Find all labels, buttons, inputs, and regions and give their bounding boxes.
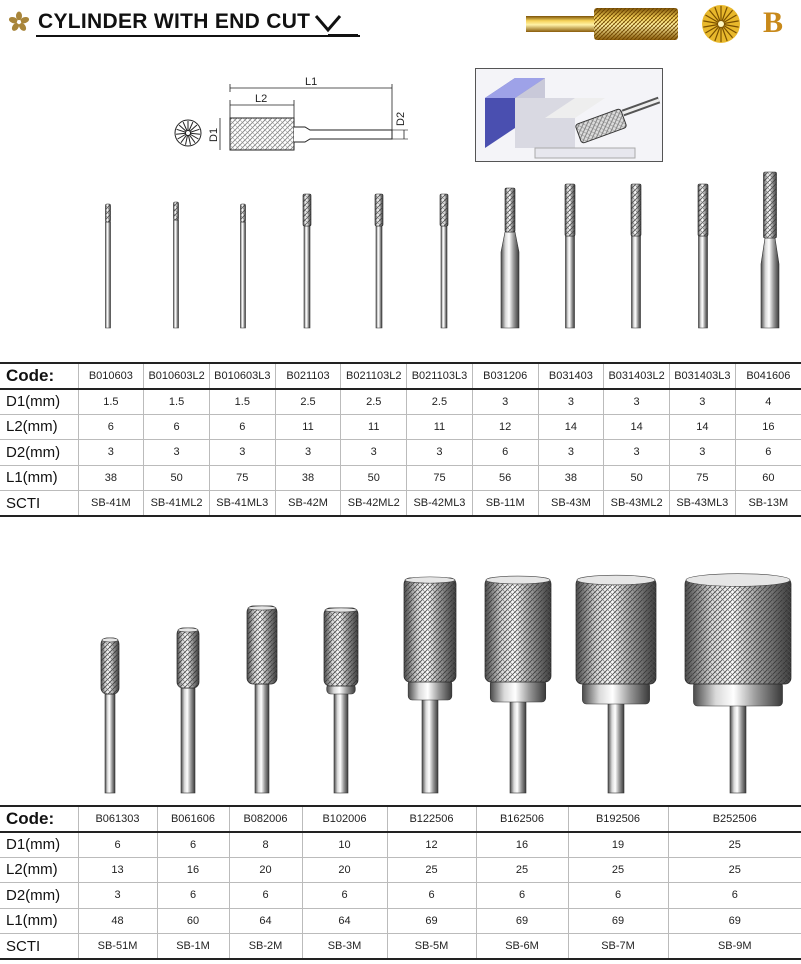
table-cell: SB-41M <box>78 491 144 517</box>
table-cell: SB-13M <box>735 491 801 517</box>
product-code: B252506 <box>668 806 801 832</box>
table-cell: 3 <box>407 440 473 466</box>
product-code: B021103 <box>275 363 341 389</box>
shape-letter: B <box>763 6 784 39</box>
table-cell: 6 <box>157 832 229 858</box>
table-cell: 16 <box>157 857 229 883</box>
table-cell: 3 <box>209 440 275 466</box>
table-cell: 3 <box>78 883 157 909</box>
product-code: B162506 <box>476 806 568 832</box>
product-code: B061606 <box>157 806 229 832</box>
table-cell: 50 <box>604 465 670 491</box>
burr-tool-image <box>106 204 111 328</box>
table-cell: 3 <box>472 389 538 415</box>
product-code: B192506 <box>568 806 668 832</box>
product-code: B102006 <box>302 806 387 832</box>
table-cell: 25 <box>568 857 668 883</box>
burr-tool-image <box>303 194 311 328</box>
d2-label: D2 <box>395 111 407 126</box>
table-row <box>0 491 801 517</box>
table-cell: SB-42ML3 <box>407 491 473 517</box>
table-cell: 3 <box>144 440 210 466</box>
table-cell: 38 <box>538 465 604 491</box>
product-code: B021103L3 <box>407 363 473 389</box>
table-cell: 1.5 <box>144 389 210 415</box>
table-row <box>0 389 801 415</box>
usage-illustration <box>475 68 663 162</box>
table-cell: 4 <box>735 389 801 415</box>
table-cell: 25 <box>668 857 801 883</box>
table-cell: 2.5 <box>407 389 473 415</box>
product-code: B031403 <box>538 363 604 389</box>
table-cell: 25 <box>476 857 568 883</box>
row-header: L2(mm) <box>0 857 78 883</box>
product-code: B041606 <box>735 363 801 389</box>
table-cell: 16 <box>735 414 801 440</box>
table-cell: 3 <box>669 440 735 466</box>
table-cell: 69 <box>568 908 668 934</box>
table-cell: 60 <box>735 465 801 491</box>
burr-tool-image <box>375 194 383 328</box>
spec-table-small <box>0 362 801 517</box>
table-cell: 3 <box>538 440 604 466</box>
table-cell: 2.5 <box>341 389 407 415</box>
burr-tool-image <box>631 184 641 328</box>
table-cell: 19 <box>568 832 668 858</box>
table-cell: 6 <box>568 883 668 909</box>
gold-burr-image <box>524 2 759 46</box>
table-cell: 50 <box>341 465 407 491</box>
table-cell: 1.5 <box>78 389 144 415</box>
title-underline <box>36 35 360 37</box>
table-cell: 6 <box>144 414 210 440</box>
table-cell: 75 <box>669 465 735 491</box>
table-cell: SB-3M <box>302 934 387 960</box>
table-cell: 25 <box>387 857 476 883</box>
tools-row-small <box>0 170 801 330</box>
burr-tool-image <box>685 574 791 793</box>
tools-row-large <box>0 572 801 794</box>
table-cell: SB-51M <box>78 934 157 960</box>
table-cell: 6 <box>229 883 302 909</box>
product-code: B031403L2 <box>604 363 670 389</box>
table-cell: 12 <box>472 414 538 440</box>
table-cell: 6 <box>302 883 387 909</box>
table-cell: 20 <box>302 857 387 883</box>
burr-tool-image <box>761 172 779 328</box>
table-cell: SB-1M <box>157 934 229 960</box>
spec-table-large <box>0 805 801 960</box>
table-cell: 11 <box>275 414 341 440</box>
table-cell: SB-42M <box>275 491 341 517</box>
burr-end-view <box>702 5 740 43</box>
table-cell: 6 <box>668 883 801 909</box>
table-cell: 3 <box>78 440 144 466</box>
row-header: L2(mm) <box>0 414 78 440</box>
table-cell: 12 <box>387 832 476 858</box>
table-cell: 14 <box>604 414 670 440</box>
product-code: B010603L2 <box>144 363 210 389</box>
table-cell: 3 <box>538 389 604 415</box>
burr-tool-image <box>174 202 179 328</box>
table-row <box>0 440 801 466</box>
table-cell: SB-6M <box>476 934 568 960</box>
row-header: Code: <box>0 806 78 832</box>
table-cell: 16 <box>476 832 568 858</box>
table-row <box>0 363 801 389</box>
table-cell: 38 <box>78 465 144 491</box>
dimension-drawing <box>160 70 420 160</box>
table-cell: 20 <box>229 857 302 883</box>
product-code: B010603 <box>78 363 144 389</box>
row-header: L1(mm) <box>0 465 78 491</box>
table-row <box>0 934 801 960</box>
burr-tool-image <box>440 194 448 328</box>
burr-tool-image <box>101 638 119 793</box>
burr-tool-image <box>698 184 708 328</box>
product-code: B061303 <box>78 806 157 832</box>
table-cell: 11 <box>341 414 407 440</box>
table-cell: 50 <box>144 465 210 491</box>
row-header: D2(mm) <box>0 440 78 466</box>
burr-tool-image <box>241 204 246 328</box>
row-header: SCTI <box>0 934 78 960</box>
product-code: B010603L3 <box>209 363 275 389</box>
table-cell: SB-42ML2 <box>341 491 407 517</box>
table-cell: SB-5M <box>387 934 476 960</box>
burr-tool-image <box>324 608 358 793</box>
table-cell: SB-2M <box>229 934 302 960</box>
page-header <box>0 0 801 46</box>
table-row <box>0 883 801 909</box>
table-cell: 25 <box>668 832 801 858</box>
table-cell: 69 <box>476 908 568 934</box>
burr-tool-image <box>485 576 551 793</box>
table-row <box>0 806 801 832</box>
l1-label: L1 <box>305 76 318 88</box>
table-cell: 10 <box>302 832 387 858</box>
table-cell: 3 <box>669 389 735 415</box>
d1-label: D1 <box>208 127 220 142</box>
burr-tool-image <box>576 575 656 793</box>
l2-label: L2 <box>255 93 268 105</box>
table-cell: SB-43M <box>538 491 604 517</box>
table-cell: 6 <box>78 832 157 858</box>
table-cell: 2.5 <box>275 389 341 415</box>
table-cell: 3 <box>275 440 341 466</box>
burr-tool-image <box>177 628 199 793</box>
table-cell: 13 <box>78 857 157 883</box>
row-header: D1(mm) <box>0 832 78 858</box>
table-cell: 1.5 <box>209 389 275 415</box>
page-title: CYLINDER WITH END CUT <box>38 10 311 33</box>
table-row <box>0 465 801 491</box>
table-row <box>0 832 801 858</box>
table-cell: 6 <box>476 883 568 909</box>
table-cell: 6 <box>472 440 538 466</box>
table-cell: SB-41ML3 <box>209 491 275 517</box>
table-cell: 75 <box>209 465 275 491</box>
table-cell: SB-41ML2 <box>144 491 210 517</box>
product-code: B021103L2 <box>341 363 407 389</box>
table-cell: 64 <box>302 908 387 934</box>
product-code: B082006 <box>229 806 302 832</box>
table-cell: SB-7M <box>568 934 668 960</box>
table-row <box>0 857 801 883</box>
table-cell: 6 <box>209 414 275 440</box>
table-cell: 14 <box>669 414 735 440</box>
product-code: B122506 <box>387 806 476 832</box>
table-cell: 48 <box>78 908 157 934</box>
table-cell: 60 <box>157 908 229 934</box>
end-view-icon <box>175 120 201 146</box>
product-code: B031206 <box>472 363 538 389</box>
burr-tool-image <box>404 577 456 793</box>
table-cell: SB-11M <box>472 491 538 517</box>
burr-tool-image <box>501 188 519 328</box>
table-cell: 6 <box>78 414 144 440</box>
table-cell: 11 <box>407 414 473 440</box>
table-cell: 3 <box>604 389 670 415</box>
table-cell: 6 <box>157 883 229 909</box>
table-cell: 3 <box>604 440 670 466</box>
row-header: L1(mm) <box>0 908 78 934</box>
table-cell: 6 <box>735 440 801 466</box>
product-code: B031403L3 <box>669 363 735 389</box>
row-header: SCTI <box>0 491 78 517</box>
row-header: D2(mm) <box>0 883 78 909</box>
chevron-down-icon <box>314 12 358 38</box>
table-cell: 6 <box>387 883 476 909</box>
table-cell: 3 <box>341 440 407 466</box>
table-cell: SB-43ML3 <box>669 491 735 517</box>
table-cell: 69 <box>668 908 801 934</box>
row-header: D1(mm) <box>0 389 78 415</box>
row-header: Code: <box>0 363 78 389</box>
flower-icon <box>8 11 30 33</box>
table-cell: SB-43ML2 <box>604 491 670 517</box>
table-cell: 38 <box>275 465 341 491</box>
table-cell: 56 <box>472 465 538 491</box>
table-cell: 75 <box>407 465 473 491</box>
burr-tool-image <box>565 184 575 328</box>
table-cell: 64 <box>229 908 302 934</box>
table-cell: SB-9M <box>668 934 801 960</box>
table-row <box>0 414 801 440</box>
table-cell: 14 <box>538 414 604 440</box>
burr-tool-image <box>247 606 277 793</box>
table-cell: 69 <box>387 908 476 934</box>
table-cell: 8 <box>229 832 302 858</box>
table-row <box>0 908 801 934</box>
